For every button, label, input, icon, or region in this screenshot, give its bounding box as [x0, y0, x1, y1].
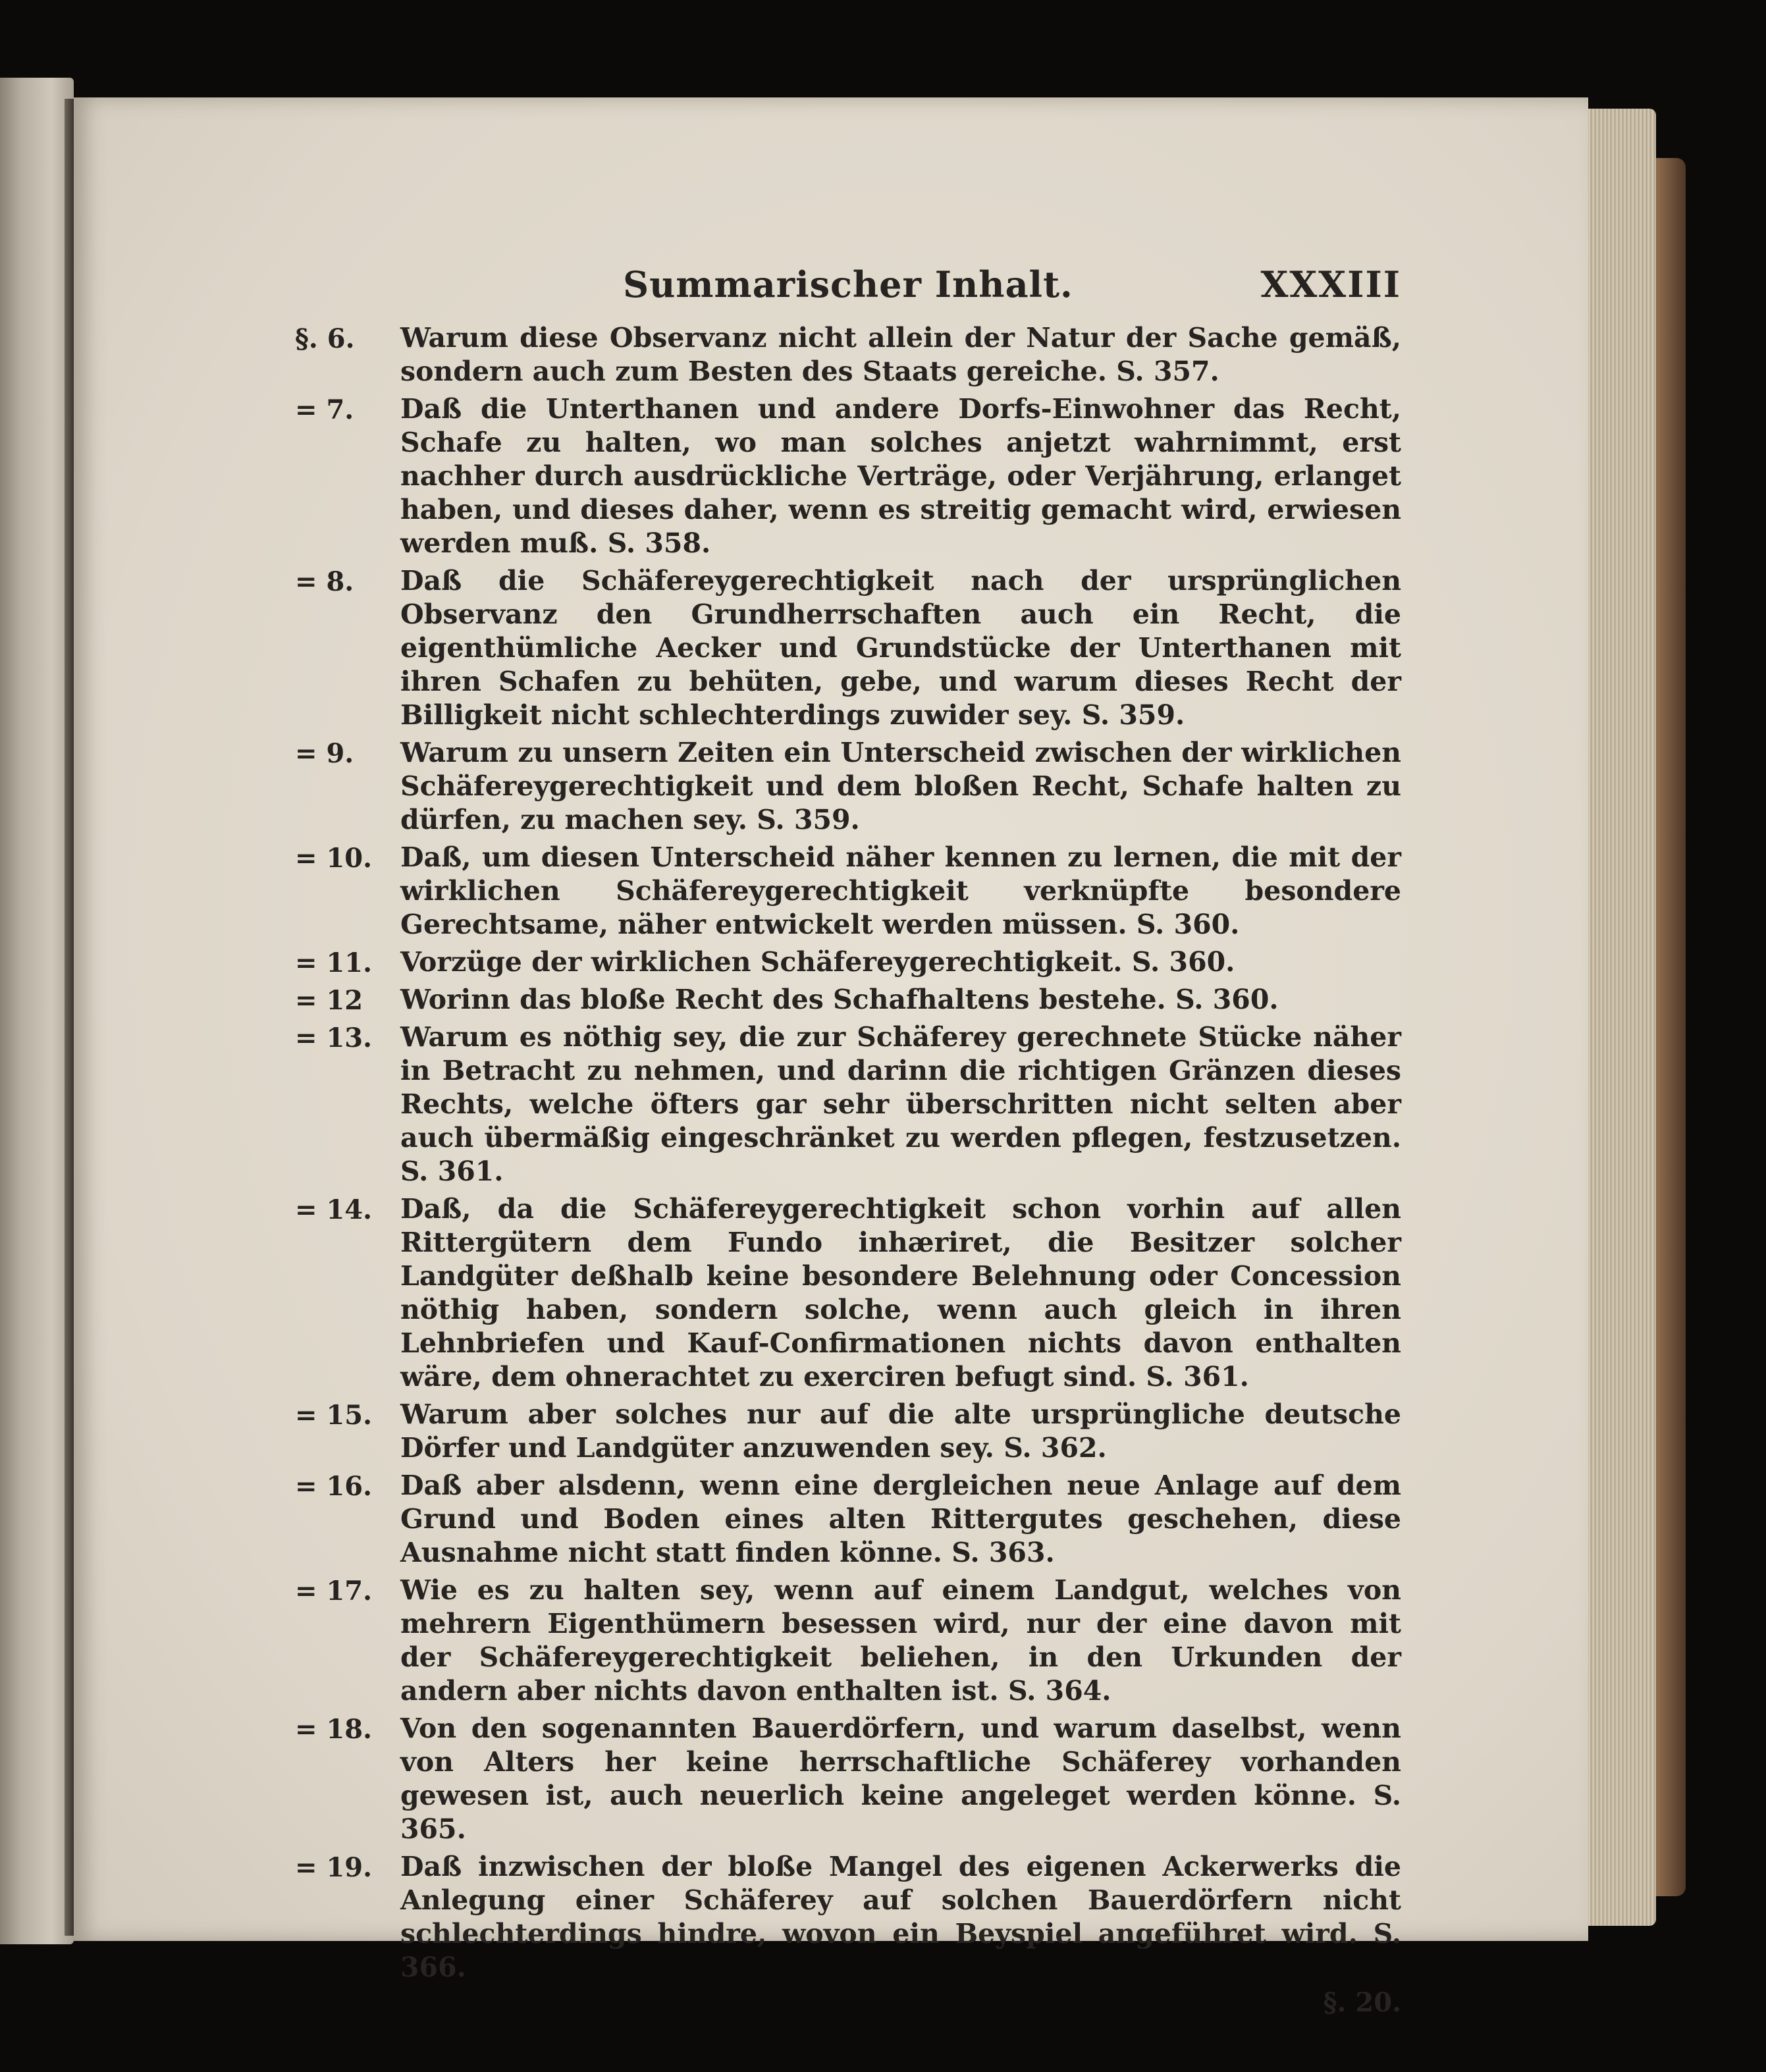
paragraph-number: = 18. — [295, 1714, 373, 1745]
paragraph-number: = 7. — [295, 394, 354, 425]
list-item — [295, 1850, 1401, 1984]
entry-list — [295, 321, 1401, 1984]
list-item — [295, 736, 1401, 837]
entry-text: Daß, da die Schäfereygerechtigkeit schon vorhin auf allen Rittergütern dem Fundo inhæriret, die Besitzer solcher Landgüter deßhalb keine besondere Belehnung oder Concession nöthig haben, sondern solche, wenn auch gleich in ihren Lehnbriefen und Kauf-Confirmationen nichts davon enthalten wäre, dem ohnerachtet zu exerciren befugt sind. S. 361. — [400, 1193, 1401, 1393]
paragraph-number: = 16. — [295, 1471, 373, 1502]
paragraph-number: = 13. — [295, 1023, 373, 1053]
footer-row — [295, 1984, 1401, 2024]
paragraph-number: §. 6. — [295, 323, 355, 354]
entry-text: Warum es nöthig sey, die zur Schäferey gerechnete Stücke näher in Betracht zu nehmen, und darinn die richtigen Gränzen dieses Rechts, welche öfters gar sehr überschritten nicht selten aber auch übermäßig eingeschränket zu werden pflegen, festzusetzen. S. 361. — [400, 1021, 1401, 1187]
previous-page-edge — [0, 78, 74, 1944]
entry-text: Wie es zu halten sey, wenn auf einem Landgut, welches von mehrern Eigenthümern besessen wird, nur der eine davon mit der Schäfereygerechtigkeit beliehen, in den Urkunden der andern aber nichts davon enthalten ist. S. 364. — [400, 1574, 1401, 1707]
catchword: §. 20. — [1323, 1987, 1401, 2018]
list-item — [295, 983, 1401, 1017]
list-item — [295, 1192, 1401, 1394]
book-page-edges — [1584, 109, 1656, 1926]
paragraph-number: = 8. — [295, 566, 354, 597]
page-title: Summarischer Inhalt. — [623, 263, 1073, 305]
list-item — [295, 321, 1401, 388]
paragraph-number: = 19. — [295, 1852, 373, 1883]
paragraph-number: = 11. — [295, 947, 373, 978]
list-item — [295, 1398, 1401, 1465]
entry-text: Daß inzwischen der bloße Mangel des eigenen Ackerwerks die Anlegung einer Schäferey auf solchen Bauerdörfern nicht schlechterdings hindre, wovon ein Beyspiel angeführet wird. S. 366. — [400, 1851, 1401, 1983]
entry-text: Daß aber alsdenn, wenn eine dergleichen neue Anlage auf dem Grund und Boden eines alten Rittergutes geschehen, diese Ausnahme nicht statt finden könne. S. 363. — [400, 1470, 1401, 1568]
entry-text: Daß, um diesen Unterscheid näher kennen zu lernen, die mit der wirklichen Schäfereygerechtigkeit verknüpfte besondere Gerechtsame, näher entwickelt werden müssen. S. 360. — [400, 841, 1401, 940]
entry-text: Warum diese Observanz nicht allein der Natur der Sache gemäß, sondern auch zum Besten des Staats gereiche. S. 357. — [400, 322, 1401, 387]
list-item — [295, 392, 1401, 560]
list-item — [295, 1469, 1401, 1570]
paragraph-number: = 17. — [295, 1576, 373, 1607]
page-text-block — [295, 258, 1401, 2024]
entry-text: Daß die Unterthanen und andere Dorfs-Einwohner das Recht, Schafe zu halten, wo man solches anjetzt wahrnimmt, erst nachher durch ausdrückliche Verträge, oder Verjährung, erlanget haben, und dieses daher, wenn es streitig gemacht wird, erwiesen werden muß. S. 358. — [400, 393, 1401, 559]
list-item — [295, 1574, 1401, 1708]
entry-text: Warum zu unsern Zeiten ein Unterscheid zwischen der wirklichen Schäfereygerechtigkeit und dem bloßen Recht, Schafe halten zu dürfen, zu machen sey. S. 359. — [400, 737, 1401, 836]
running-header — [295, 258, 1401, 317]
paragraph-number: = 14. — [295, 1194, 373, 1225]
entry-text: Worinn das bloße Recht des Schafhaltens bestehe. S. 360. — [400, 984, 1279, 1015]
entry-text: Warum aber solches nur auf die alte ursprüngliche deutsche Dörfer und Landgüter anzuwenden sey. S. 362. — [400, 1398, 1401, 1464]
entry-text: Vorzüge der wirklichen Schäfereygerechtigkeit. S. 360. — [400, 946, 1235, 978]
entry-text: Von den sogenannten Bauerdörfern, und warum daselbst, wenn von Alters her keine herrschaftliche Schäferey vorhanden gewesen ist, auch neuerlich keine angeleget werden könne. S. 365. — [400, 1713, 1401, 1845]
list-item — [295, 841, 1401, 942]
paragraph-number: = 10. — [295, 843, 373, 874]
list-item — [295, 1021, 1401, 1188]
list-item — [295, 1712, 1401, 1846]
entry-text: Daß die Schäfereygerechtigkeit nach der ursprünglichen Observanz den Grundherrschaften auch ein Recht, die eigenthümliche Aecker und Grundstücke der Unterthanen mit ihren Schafen zu behüten, gebe, und warum dieses Recht der Billigkeit nicht schlechterdings zuwider sey. S. 359. — [400, 565, 1401, 731]
paragraph-number: = 12 — [295, 985, 363, 1016]
page-number: XXXIII — [1260, 263, 1401, 305]
list-item — [295, 945, 1401, 979]
paragraph-number: = 15. — [295, 1400, 373, 1431]
paragraph-number: = 9. — [295, 738, 354, 769]
list-item — [295, 564, 1401, 732]
